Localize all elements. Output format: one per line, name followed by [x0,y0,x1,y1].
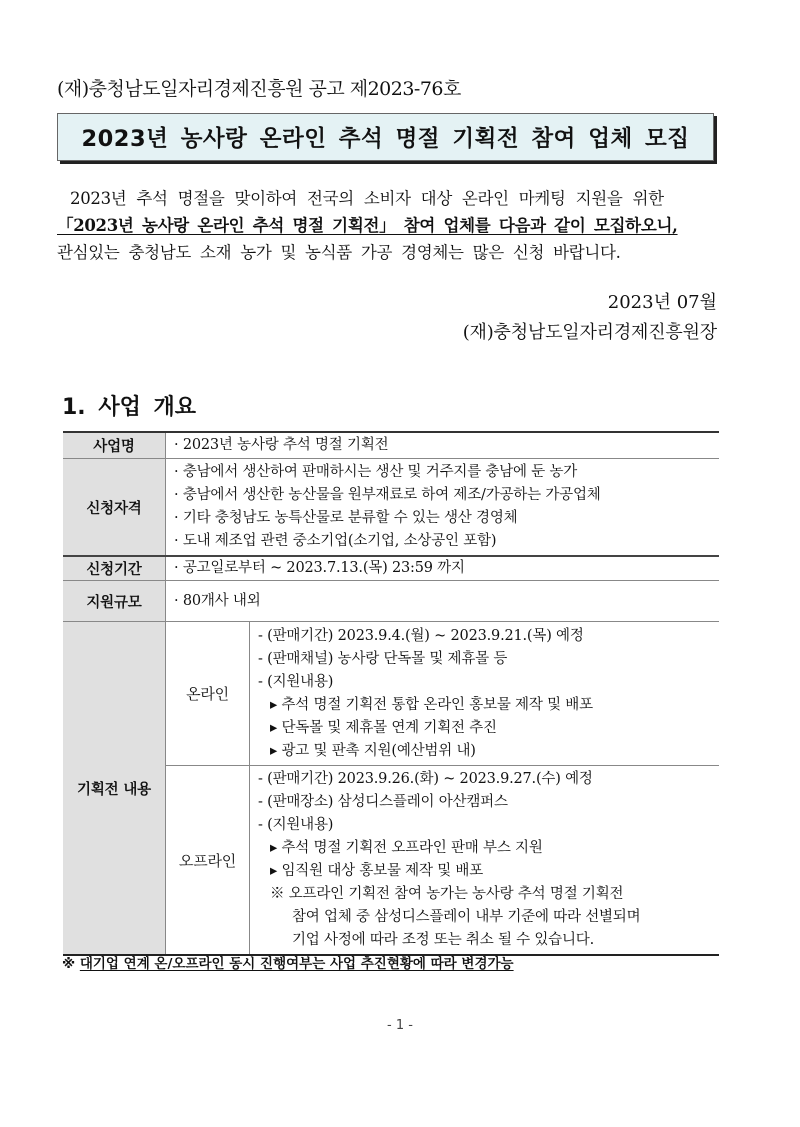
list-item: - (판매장소) 삼성디스플레이 아산캠퍼스 [258,794,508,810]
footnote-text: 대기업 연계 온/오프라인 동시 진행여부는 사업 추진현황에 따라 변경가능 [79,956,514,972]
intro-line-2: 「2023년 농사랑 온라인 추석 명절 기획전」 참여 업체를 다음과 같이 모집하오니, [57,216,678,235]
note-line: ※ 오프라인 기획전 참여 농가는 농사랑 추석 명절 기획전 [270,886,624,902]
table-row-contents-online [63,622,719,766]
issue-date: 2023년 07월 [607,292,717,313]
row-value [166,459,720,557]
list-item: ▸ 광고 및 판촉 지원(예산범위 내) [270,743,476,759]
section-title-overview: 1. 사업 개요 [62,395,196,420]
table-row-period [63,556,719,581]
list-item: · 기타 충청남도 농특산물로 분류할 수 있는 생산 경영체 [174,510,518,526]
footnote [62,952,514,972]
intro-paragraph [57,185,727,266]
list-item: - (판매채널) 농사랑 단독몰 및 제휴몰 등 [258,651,508,667]
announcement-number: (재)충청남도일자리경제진흥원 공고 제2023-76호 [57,78,461,100]
issuer-name: (재)충청남도일자리경제진흥원장 [462,322,717,343]
intro-line-3: 관심있는 충청남도 소재 농가 및 농식품 가공 경영체는 많은 신청 바랍니다. [57,243,621,262]
offline-details [250,766,720,956]
list-item: ▸ 추석 명절 기획전 오프라인 판매 부스 지원 [270,840,543,856]
list-item: ▸ 추석 명절 기획전 통합 온라인 홍보물 제작 및 배포 [270,697,593,713]
row-header: 지원규모 [63,581,166,622]
row-header: 사업명 [63,432,166,459]
row-header: 신청자격 [63,459,166,557]
table-row-eligibility [63,459,719,557]
list-item: - (판매기간) 2023.9.26.(화) ~ 2023.9.27.(수) 예정 [258,771,593,787]
list-item: · 도내 제조업 관련 중소기업(소기업, 소상공인 포함) [174,533,497,549]
list-item: ▸ 임직원 대상 홍보물 제작 및 배포 [270,863,484,879]
list-item: ▸ 단독몰 및 제휴몰 연계 기획전 추진 [270,720,497,736]
table-row-project-name [63,432,719,459]
page-number: - 1 - [387,1018,413,1033]
sub-header-online: 온라인 [166,622,250,766]
row-header: 기획전 내용 [63,622,166,956]
list-item: - (판매기간) 2023.9.4.(월) ~ 2023.9.21.(목) 예정 [258,628,584,644]
row-header: 신청기간 [63,556,166,581]
row-value: · 공고일로부터 ~ 2023.7.13.(목) 23:59 까지 [166,556,720,581]
overview-table [63,431,719,956]
list-item: - (지원내용) [258,817,334,833]
list-item: · 충남에서 생산하여 판매하시는 생산 및 거주지를 충남에 둔 농가 [174,464,578,480]
list-item: · 충남에서 생산한 농산물을 원부재료로 하여 제조/가공하는 가공업체 [174,487,601,503]
intro-line-1: 2023년 추석 명절을 맞이하여 전국의 소비자 대상 온라인 마케팅 지원을 위한 [70,189,664,208]
row-value: · 80개사 내외 [166,581,720,622]
list-item: - (지원내용) [258,674,334,690]
document-title: 2023년 농사랑 온라인 추석 명절 기획전 참여 업체 모집 [81,126,690,152]
reference-mark-icon: ※ [62,956,76,972]
online-details [250,622,720,766]
note-line: 기업 사정에 따라 조정 또는 취소 될 수 있습니다. [292,932,595,948]
sub-header-offline: 오프라인 [166,766,250,956]
table-row-scale [63,581,719,622]
document-title-box [57,113,714,161]
row-value: · 2023년 농사랑 추석 명절 기획전 [166,432,720,459]
note-line: 참여 업체 중 삼성디스플레이 내부 기준에 따라 선별되며 [292,909,641,925]
